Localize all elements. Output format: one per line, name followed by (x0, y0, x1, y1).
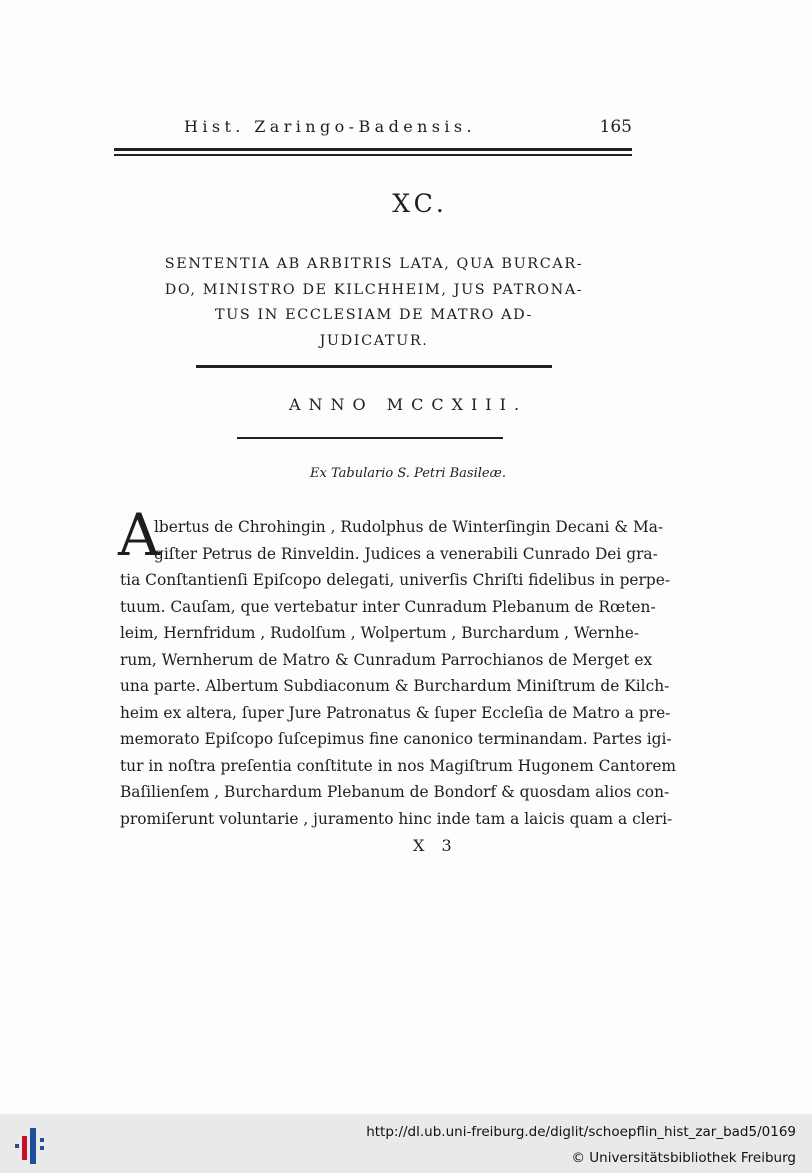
section-rule (196, 365, 552, 368)
page-number: 165 (599, 117, 632, 137)
signature-mark: X 3 (413, 836, 458, 855)
header-rule-thin (114, 154, 632, 156)
running-title: Hist. Zaringo-Badensis. (184, 117, 477, 136)
header-rule-thick (114, 148, 632, 151)
heading-line: DO, MINISTRO DE KILCHHEIM, JUS PATRONA- (164, 281, 584, 298)
body-line: tia Conſtantienſi Epiſcopo delegati, univerſis Chriſti fidelibus in perpe- (120, 571, 671, 589)
permalink-url[interactable]: http://dl.ub.uni-freiburg.de/diglit/schoepflin_hist_zar_bad5/0169 (366, 1124, 796, 1140)
body-line: tuum. Cauſam, que vertebatur inter Cunradum Plebanum de Rœten- (120, 597, 656, 616)
body-line: Baſilienſem , Burchardum Plebanum de Bondorf & quosdam alios con- (120, 783, 670, 801)
body-line: memorato Epiſcopo ſuſcepimus fine canonico terminandam. Partes igi- (120, 730, 672, 748)
heading-line: JUDICATUR. (319, 332, 429, 349)
heading-line: TUS IN ECCLESIAM DE MATRO AD- (214, 307, 534, 323)
heading-line: SENTENTIA AB ARBITRIS LATA, QUA BURCAR- (164, 256, 584, 272)
body-text (120, 514, 677, 832)
body-line: leim, Hernfridum , Rudolſum , Wolpertum , Burchardum , Wernhe- (120, 624, 640, 642)
body-line: giſter Petrus de Rinveldin. Judices a venerabili Cunrado Dei gra- (154, 544, 658, 563)
source-note: Ex Tabulario S. Petri Basileæ. (310, 466, 506, 481)
body-line: tur in noſtra preſentia conſtitute in nos Magiſtrum Hugonem Cantorem (120, 756, 677, 775)
section-rule (237, 437, 503, 439)
document-heading (112, 252, 636, 354)
viewer-footer (0, 1114, 812, 1173)
ub-freiburg-logo-icon[interactable] (12, 1126, 50, 1166)
body-line: heim ex altera, ſuper Jure Patronatus & ſuper Eccleſia de Matro a pre- (120, 703, 671, 722)
chapter-number: XC. (392, 189, 448, 218)
body-line: promiſerunt voluntarie , juramento hinc inde tam a laicis quam a cleri- (120, 809, 673, 828)
body-line: una parte. Albertum Subdiaconum & Burchardum Miniſtrum de Kilch- (120, 677, 670, 695)
running-head (118, 117, 632, 139)
body-line: lbertus de Chrohingin , Rudolphus de Winterſingin Decani & Ma- (154, 518, 664, 536)
body-line: rum, Wernherum de Matro & Cunradum Parrochianos de Merget ex (120, 650, 653, 669)
document-year: ANNO MCCXIII. (288, 395, 528, 414)
drop-cap: A (118, 501, 160, 569)
copyright-notice: © Universitätsbibliothek Freiburg (571, 1150, 796, 1166)
